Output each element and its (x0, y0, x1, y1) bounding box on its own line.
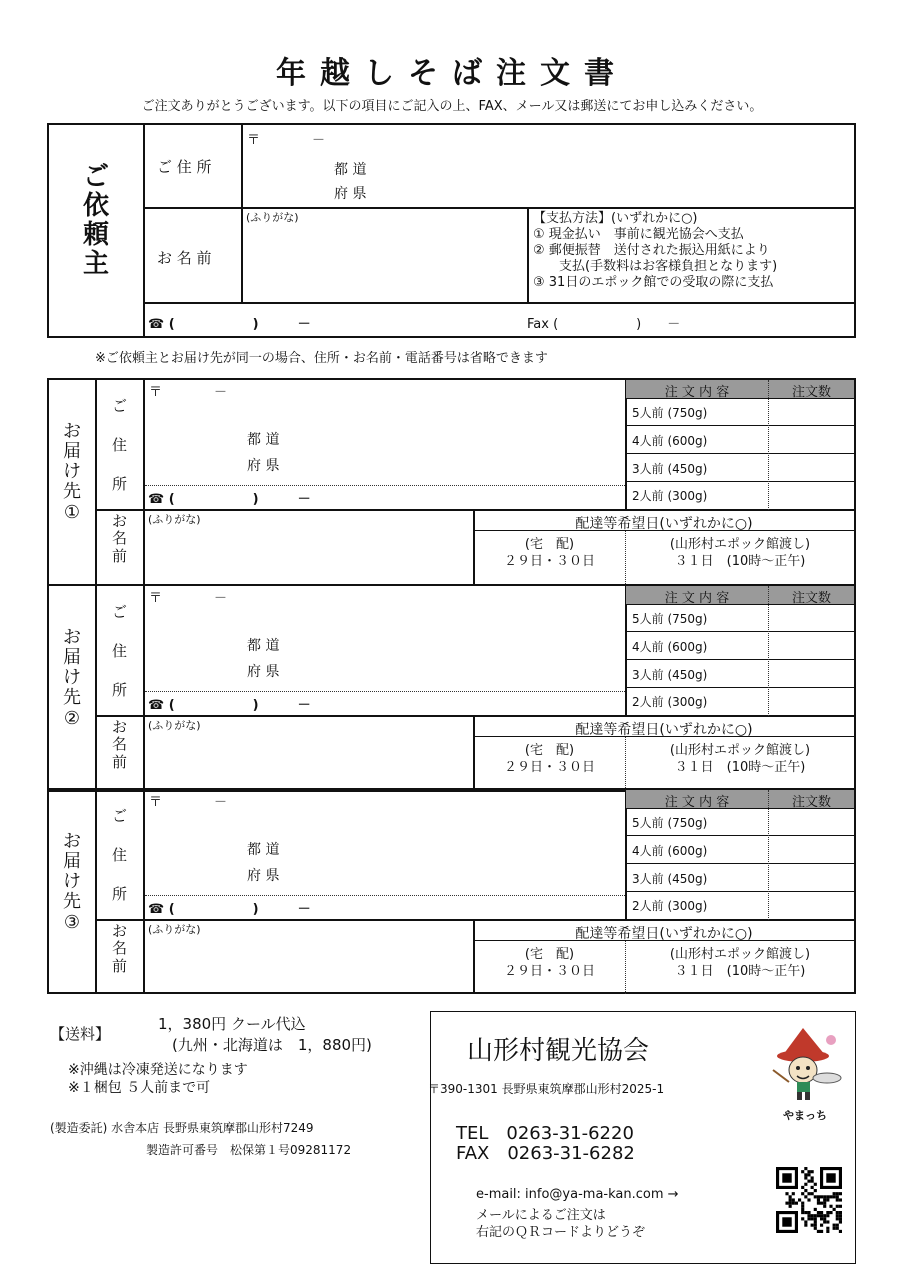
name-label: お 名 前 (157, 249, 212, 267)
dest-address-label-2: 住 (111, 846, 127, 864)
qr-code-icon[interactable] (776, 1167, 842, 1233)
dest-address-label-3: 所 (111, 681, 127, 699)
destination-label: お 届 け 先 ② (63, 627, 81, 729)
dest-name-label: お 名 前 (111, 922, 127, 975)
association-address: 〒390-1301 長野県東筑摩郡山形村2025-1 (428, 1082, 665, 1096)
qty-field-5[interactable] (770, 809, 854, 835)
qty-field-2[interactable] (770, 892, 854, 919)
qty-field-4[interactable] (770, 426, 854, 453)
order-header: 注 文 内 容 (664, 385, 730, 400)
size-3: 3人前 (450g) (632, 668, 708, 682)
email-note2: 右記のＱＲコードよりどうぞ (476, 1225, 646, 1240)
furigana-label: (ふりがな) (246, 211, 299, 224)
dest-address-label-1: ご (111, 807, 127, 825)
qty-field-4[interactable] (770, 836, 854, 863)
qty-field-2[interactable] (770, 482, 854, 509)
destination-section (47, 788, 856, 994)
dest-furigana-label: (ふりがな) (148, 719, 201, 732)
omit-note: ※ご依頼主とお届け先が同一の場合、住所・お名前・電話番号は省略できます (95, 351, 548, 366)
order-header: 注 文 内 容 (664, 795, 730, 810)
association-tel: TEL 0263-31-6220 (456, 1123, 634, 1144)
size-4: 4人前 (600g) (632, 844, 708, 858)
dest-furigana-label: (ふりがな) (148, 513, 201, 526)
qty-field-2[interactable] (770, 688, 854, 715)
requester-label: ご 依 頼 主 (82, 162, 109, 280)
shipping-note-okinawa: ※沖縄は冷凍発送になります (68, 1062, 248, 1078)
size-3: 3人前 (450g) (632, 872, 708, 886)
dest-postal-field[interactable]: 〒 － (149, 385, 228, 400)
delivery-option-pickup[interactable]: (山形村エポック館渡し) ３１日 (10時～正午) (669, 743, 811, 775)
qty-header: 注文数 (791, 795, 831, 810)
fax-field[interactable]: Fax ( ) － (527, 317, 681, 332)
destination-label: お 届 け 先 ③ (63, 831, 81, 933)
dest-name-label: お 名 前 (111, 718, 127, 771)
destination-label: お 届 け 先 ① (63, 421, 81, 523)
page-title: 年越しそば注文書 (276, 56, 628, 91)
dest-postal-field[interactable]: 〒 － (149, 591, 228, 606)
shipping-exception: (九州・北海道は 1，880円) (172, 1036, 372, 1054)
shipping-price: 1，380円 クール代込 (158, 1015, 306, 1033)
dest-phone-field[interactable]: ☎ ( ) － (148, 902, 311, 917)
address-label: ご 住 所 (157, 158, 212, 176)
intro-text: ご注文ありがとうございます。以下の項目にご記入の上、FAX、メール又は郵送にてお申し込みください。 (141, 99, 763, 114)
qty-header: 注文数 (791, 385, 831, 400)
size-2: 2人前 (300g) (632, 489, 708, 503)
size-5: 5人前 (750g) (632, 816, 708, 830)
dest-name-field[interactable] (147, 526, 469, 582)
dest-pref1: 都 道 (247, 638, 280, 654)
destination-section (47, 584, 856, 792)
mascot-name: やまっち (783, 1109, 827, 1122)
delivery-option-home[interactable]: (宅 配) ２９日・３０日 (503, 537, 595, 569)
dest-address-label-3: 所 (111, 475, 127, 493)
qty-field-4[interactable] (770, 632, 854, 659)
association-name: 山形村観光協会 (467, 1036, 650, 1066)
order-header: 注 文 内 容 (664, 591, 730, 606)
association-fax: FAX 0263-31-6282 (456, 1143, 635, 1164)
email-note1: メールによるご注文は (476, 1208, 606, 1223)
dest-address-label-3: 所 (111, 885, 127, 903)
size-3: 3人前 (450g) (632, 462, 708, 476)
qty-field-5[interactable] (770, 605, 854, 631)
delivery-option-pickup[interactable]: (山形村エポック館渡し) ３１日 (10時～正午) (669, 537, 811, 569)
size-4: 4人前 (600g) (632, 640, 708, 654)
dest-address-label-2: 住 (111, 436, 127, 454)
dest-address-label-1: ご (111, 397, 127, 415)
size-5: 5人前 (750g) (632, 406, 708, 420)
size-2: 2人前 (300g) (632, 899, 708, 913)
dest-phone-field[interactable]: ☎ ( ) － (148, 698, 311, 713)
dest-pref2: 府 県 (247, 868, 280, 884)
shipping-label: 【送料】 (50, 1025, 111, 1043)
dest-phone-field[interactable]: ☎ ( ) － (148, 492, 311, 507)
postal-field[interactable]: 〒 － (247, 133, 326, 148)
qty-field-3[interactable] (770, 864, 854, 891)
delivery-header: 配達等希望日(いずれかに○) (575, 722, 753, 738)
shipping-note-package: ※１梱包 ５人前まで可 (68, 1080, 211, 1096)
qty-field-3[interactable] (770, 454, 854, 481)
association-email[interactable]: e-mail: info@ya-ma-kan.com → (476, 1187, 679, 1202)
dest-pref1: 都 道 (247, 842, 280, 858)
dest-furigana-label: (ふりがな) (148, 923, 201, 936)
dest-pref2: 府 県 (247, 458, 280, 474)
size-2: 2人前 (300g) (632, 695, 708, 709)
delivery-header: 配達等希望日(いずれかに○) (575, 516, 753, 532)
dest-name-field[interactable] (147, 732, 469, 788)
dest-address-label-2: 住 (111, 642, 127, 660)
size-5: 5人前 (750g) (632, 612, 708, 626)
delivery-option-pickup[interactable]: (山形村エポック館渡し) ３１日 (10時～正午) (669, 947, 811, 979)
delivery-header: 配達等希望日(いずれかに○) (575, 926, 753, 942)
manufacturer-line2: 製造許可番号 松保第１号09281172 (146, 1143, 352, 1157)
size-4: 4人前 (600g) (632, 434, 708, 448)
qty-header: 注文数 (791, 591, 831, 606)
manufacturer-line1: (製造委託) 水舎本店 長野県東筑摩郡山形村7249 (50, 1121, 314, 1135)
dest-address-label-1: ご (111, 603, 127, 621)
dest-name-field[interactable] (147, 936, 469, 992)
qty-field-3[interactable] (770, 660, 854, 687)
qty-field-5[interactable] (770, 399, 854, 425)
name-field[interactable] (245, 225, 523, 299)
delivery-option-home[interactable]: (宅 配) ２９日・３０日 (503, 743, 595, 775)
phone-field[interactable]: ☎ ( ) － (148, 317, 311, 332)
destination-section (47, 378, 856, 586)
dest-name-label: お 名 前 (111, 512, 127, 565)
dest-pref1: 都 道 (247, 432, 280, 448)
requester-section (47, 123, 856, 338)
dest-pref2: 府 県 (247, 664, 280, 680)
pref-line1: 都 道 (334, 162, 367, 178)
dest-postal-field[interactable]: 〒 － (149, 795, 228, 810)
association-box (430, 1011, 856, 1264)
pref-line2: 府 県 (334, 186, 367, 202)
mascot-icon (753, 1020, 853, 1110)
payment-methods: 【支払方法】(いずれかに○) ① 現金払い 事前に観光協会へ支払 ② 郵便振替 送付された振込用紙により 支払(手数料はお客様負担となります) ③ 31日のエポック館での受取の際に支払 (533, 211, 778, 290)
delivery-option-home[interactable]: (宅 配) ２９日・３０日 (503, 947, 595, 979)
